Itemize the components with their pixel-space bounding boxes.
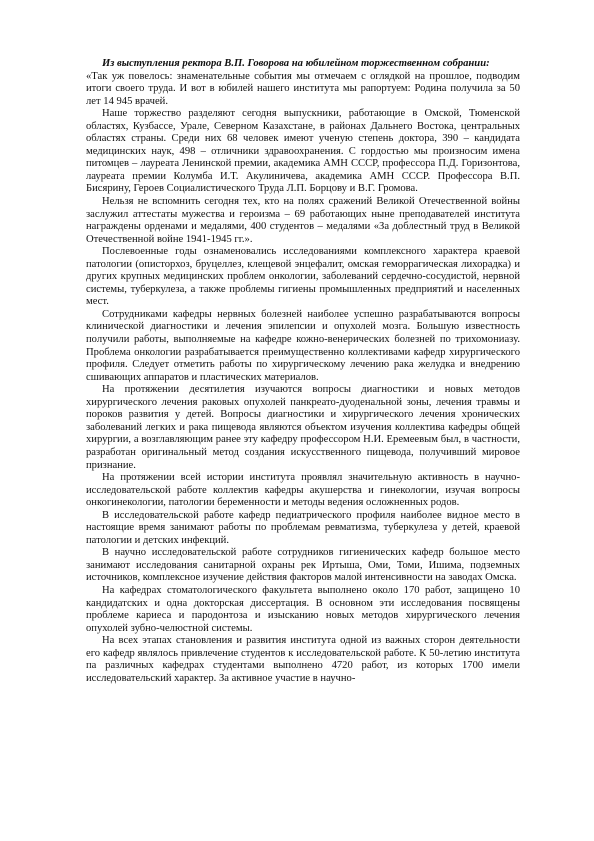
paragraph-nervous-diseases: Сотрудниками кафедры нервных болезней наиболее успешно разрабатываются вопросы клинической диагностики и лечения эпилепсии и опухолей мозга. Большую известность получили работы, выполняемые на кафедре кожно-венерических болезней по трихомониазу. Проблема онкологии разрабатывается преимущественно коллективами кафедр хирургического профиля. Следует отметить работы по хирургическому лечению рака желудка и внедрению сшивающих аппаратов и пластических материалов. [86,308,520,383]
paragraph-hygiene: В научно исследовательской работе сотрудников гигиенических кафедр большое место занимают исследования санитарной охраны рек Иртыша, Оми, Томи, Ишима, подземных источников, комплексное изучение действия факторов малой интенсивности на заводах Омска. [86,547,520,584]
paragraph-surgery: На протяжении десятилетия изучаются вопросы диагностики и новых методов хирургического лечения раковых опухолей панкреато-дуоденальной зоны, лечения травмы и пороков развития у детей. Вопросы диагностики и хирургического лечения хронических заболеваний легких и рака пищевода являются объектом изучения коллектива кафедры общей хирургии, а возглавляющим ранее эту кафедру профессором Н.И. Еремеевым был, в частности, разработан оригинальный метод создания искусственного пищевода, получивший мировое признание. [86,384,520,471]
paragraph-dentistry: На кафедрах стоматологического факультета выполнено около 170 работ, защищено 10 кандидатских и одна докторская диссертация. В основном эти исследования посвящены проблеме кариеса и пародонтоза и изысканию новых методов хирургического лечения опухолей зубно-челюстной системы. [86,584,520,634]
paragraph-graduates: Наше торжество разделяют сегодня выпускники, работающие в Омской, Тюменской областях, Кузбассе, Урале, Северном Казахстане, в районах Дальнего Востока, центральных областях страны. Среди них 68 человек имеют ученую степень доктора, 390 – кандидата медицинских наук, 498 – отличники здравоохранения. С гордостью мы произносим имена питомцев – лауреата Ленинской премии, академика АМН СССР, профессора П.Д. Горизонтова, лауреата премии Колумба И.Т. Акулиничева, академика АМН СССР. Профессора В.П. Бисярину, Героев Социалистического Труда Л.П. Борцову и В.Г. Громова. [86,108,520,195]
heading-paragraph [86,58,520,71]
speech-heading: Из выступления ректора В.П. Говорова на юбилейном торжественном собрании: [102,58,490,69]
paragraph-postwar-research: Послевоенные годы ознаменовались исследованиями комплексного характера краевой патологии (описторхоз, бруцеллез, клещевой энцефалит, омская геморрагическая лихорадка) и другиx крупных медицинских проблем онкологии, заболеваний сердечно-сосудистой, нервной системы, туберкулеза, а также проблемы гигиены промышленных предприятий и населенных мест. [86,246,520,308]
paragraph-students: На всех этапах становления и развития института одной из важных сторон деятельности его кафедр являлось привлечение студентов к исследовательской работе. К 50-летию института па различных кафедрах студентами выполнено 4720 работ, из которых 1700 имели исследовательский характер. За активное участие в научно- [86,635,520,684]
intro-paragraph: «Так уж повелось: знаменательные события мы отмечаем с оглядкой на прошлое, подводим итоги своего труда. И вот в юбилей нашего института мы рапортуем: Родина получила за 50 лет 14 945 врачей. [86,70,520,107]
document-page [86,58,520,685]
paragraph-obstetrics: На протяжении всей истории института проявлял значительную активность в научно-исследовательской работе коллектив кафедры акушерства и гинекологии, изучая вопросы онкогинекологии, патологии беременности и методы ведения осложненных родов. [86,472,520,509]
paragraph-war-veterans: Нельзя не вспомнить сегодня тех, кто на полях сражений Великой Отечественной войны заслужил аттестаты мужества и героизма – 69 работающих ныне преподавателей института награждены орденами и медалями, 400 студентов – медалями «За доблестный труд в Великой Отечественной войне 1941-1945 гг.». [86,196,520,245]
paragraph-pediatrics: В исследовательской работе кафедр педиатрического профиля наиболее видное место в настоящие время занимают работы по проблемам ревматизма, туберкулеза у детей, краевой патологии и детских инфекций. [86,509,520,546]
